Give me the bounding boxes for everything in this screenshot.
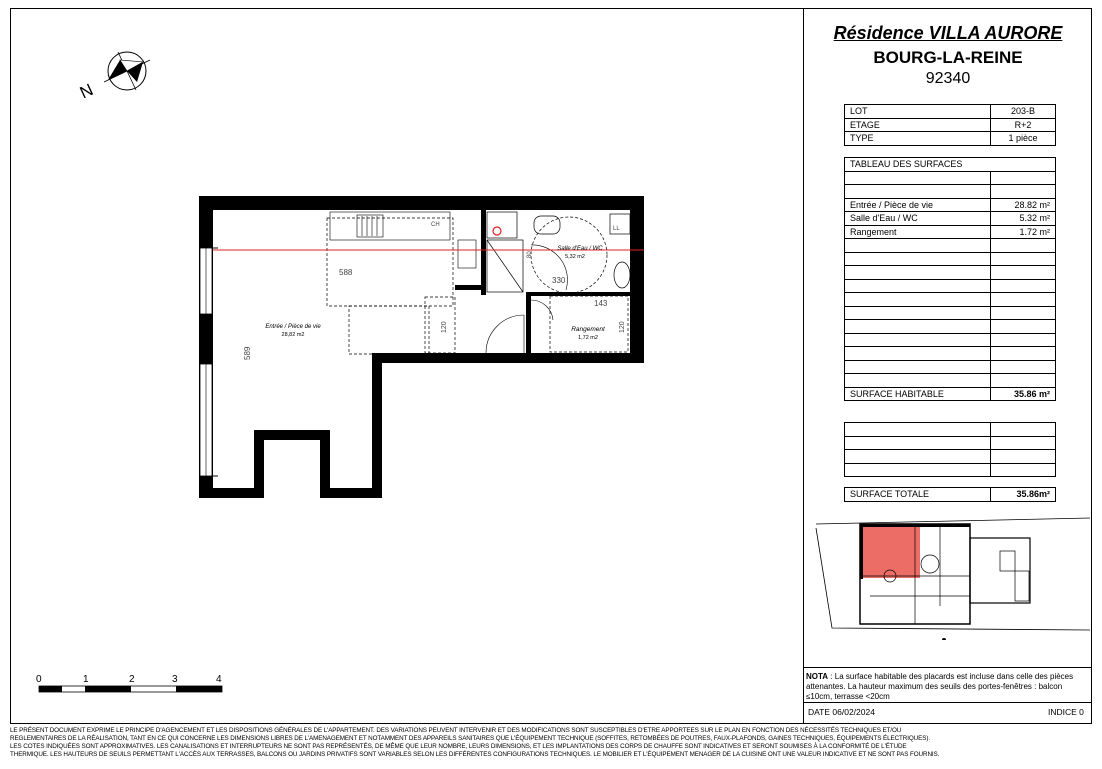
- dim-143: 143: [594, 299, 608, 308]
- total-table: [844, 487, 1056, 502]
- title-block-divider: [803, 8, 804, 724]
- dim-588: 588: [339, 268, 353, 277]
- surface-value: 28.82 m²: [991, 198, 1056, 212]
- etage-value: R+2: [991, 118, 1056, 132]
- dim-589: 589: [243, 346, 252, 360]
- lot-info-table: [844, 104, 1056, 146]
- surface-row: [845, 198, 1056, 212]
- room-main-area: 28,82 m2: [281, 332, 305, 338]
- habitable-value: 35.86 m²: [991, 387, 1056, 401]
- dim-120b: 120: [619, 321, 626, 333]
- total-row: [845, 488, 1056, 502]
- scale-bar: [39, 686, 222, 692]
- label-ll: LL: [613, 226, 620, 232]
- type-value: 1 pièce: [991, 132, 1056, 146]
- scale-label-4: 4: [216, 674, 222, 685]
- room-storage-label: Rangement: [571, 326, 605, 333]
- room-main-label: Entrée / Pièce de vie: [265, 324, 321, 330]
- scale-label-1: 1: [83, 674, 89, 685]
- date-label: DATE 06/02/2024: [808, 707, 875, 717]
- disclaimer: [10, 727, 1095, 759]
- scale-label-2: 2: [129, 674, 135, 685]
- disclaimer-line: LE PRÉSENT DOCUMENT EXPRIME LE PRINCIPE D'AGENCEMENT ET LES DISPOSITIONS GÉNÉRALES DE L'APPARTEMENT. DES VARIATIONS PEUVENT INTERVENIR ET DES MODIFICATIONS SONT SUSCEPTIBLES D'ETRE APPORTEES SUR LE PLAN EN FONCTION DES NÉCESSITÉS TECHNIQUES ET/OU: [10, 727, 902, 734]
- scale-label-0: 0: [36, 674, 42, 685]
- surface-label: Salle d'Eau / WC: [845, 212, 991, 226]
- north-letter: N: [76, 80, 97, 103]
- habitable-label: SURFACE HABITABLE: [845, 387, 991, 401]
- lot-label: LOT: [845, 105, 991, 119]
- nota-text: : La surface habitable des placards est incluse dans celle des pièces attenantes. La hauteur maximum des seuils des portes-fenêtres : balcon ≤10cm, terrasse <20cm: [806, 672, 1074, 701]
- dim-120a: 120: [441, 321, 448, 333]
- key-plan: [810, 516, 1092, 640]
- scale-label-3: 3: [172, 674, 178, 685]
- lot-value: 203-B: [991, 105, 1056, 119]
- dim-330: 330: [552, 276, 566, 285]
- habitable-row: [845, 387, 1056, 401]
- surface-label: Entrée / Pièce de vie: [845, 198, 991, 212]
- room-bath-area: 5,32 m2: [565, 254, 585, 260]
- footer-divider: [804, 702, 1092, 703]
- room-storage-area: 1,72 m2: [578, 335, 598, 341]
- total-value: 35.86m²: [991, 488, 1056, 502]
- room-bath-label: Salle d'Eau / WC: [557, 246, 603, 252]
- zip-code: 92340: [925, 70, 971, 87]
- nota-block: [806, 672, 1088, 702]
- extra-table: [844, 422, 1056, 477]
- nota-label: NOTA: [806, 672, 829, 681]
- etage-row: [845, 118, 1056, 132]
- type-row: [845, 132, 1056, 146]
- exterior-walls: [199, 196, 644, 498]
- disclaimer-line: LES COTES INDIQUÉES SONT APPROXIMATIVES. LES CANALISATIONS ET INTERRUPTEURS NE SONT PAS REPRÉSENTÉS, DE MÊME QUE LEUR NOMBRE, LEURS DIMENSIONS, ET LES IMPLANTATIONS DES CORPS DE CHAUFFE SONT INDICATIVES ET SERONT SOUMISES À LA CONFORMITÉ DE L'ÉTUDE: [10, 743, 907, 750]
- surfaces-table: [844, 157, 1056, 401]
- etage-label: ETAGE: [845, 118, 991, 132]
- residence-title: Résidence VILLA AURORE: [833, 23, 1063, 43]
- disclaimer-line: REGLEMENTAIRES DE LA RÉALISATION, TANT EN CE QUI CONCERNE LES DIMENSIONS LIBRES DE L'AMENAGEMENT ET NOTAMMENT DES APPAREILS SANITAIRES QUE L'ÉQUIPEMENT TECHNIQUE (SOFFITES, RETOMBÉES DE POUTRES, FAUX-PLAFONDS, GAINES TECHNIQUES, ÉQUIPEMENTS ÉLECTRIQUES).: [10, 735, 930, 742]
- dim-80: 80: [527, 251, 533, 258]
- surface-row: [845, 225, 1056, 239]
- nota-divider: [804, 667, 1092, 668]
- north-arrow: [104, 52, 150, 90]
- lot-row: [845, 105, 1056, 119]
- total-label: SURFACE TOTALE: [845, 488, 991, 502]
- type-label: TYPE: [845, 132, 991, 146]
- disclaimer-line: THERMIQUE. LES HAUTEURS DE SEUILS PERMETTANT L'ACCÈS AUX TERRASSES, BALCONS OU JARDINS PRIVATIFS SONT VARIABLES SELON LES DIFFÉRENTES CONFIGURATIONS TECHNIQUES. LE MOBILIER ET L'ÉQUIPEMENT MENAGER DE LA CUISINE ONT UNE VALEUR INDICATIVE ET NE SONT PAS FOURNIS.: [10, 751, 940, 758]
- kitchen: [330, 212, 476, 268]
- surfaces-heading: TABLEAU DES SURFACES: [845, 158, 1056, 172]
- surface-row: [845, 212, 1056, 226]
- surface-value: 1.72 m²: [991, 225, 1056, 239]
- indice-label: INDICE 0: [1048, 707, 1084, 717]
- surface-label: Rangement: [845, 225, 991, 239]
- surface-value: 5.32 m²: [991, 212, 1056, 226]
- city-name: BOURG-LA-REINE: [873, 48, 1023, 67]
- label-ch: CH: [431, 222, 440, 228]
